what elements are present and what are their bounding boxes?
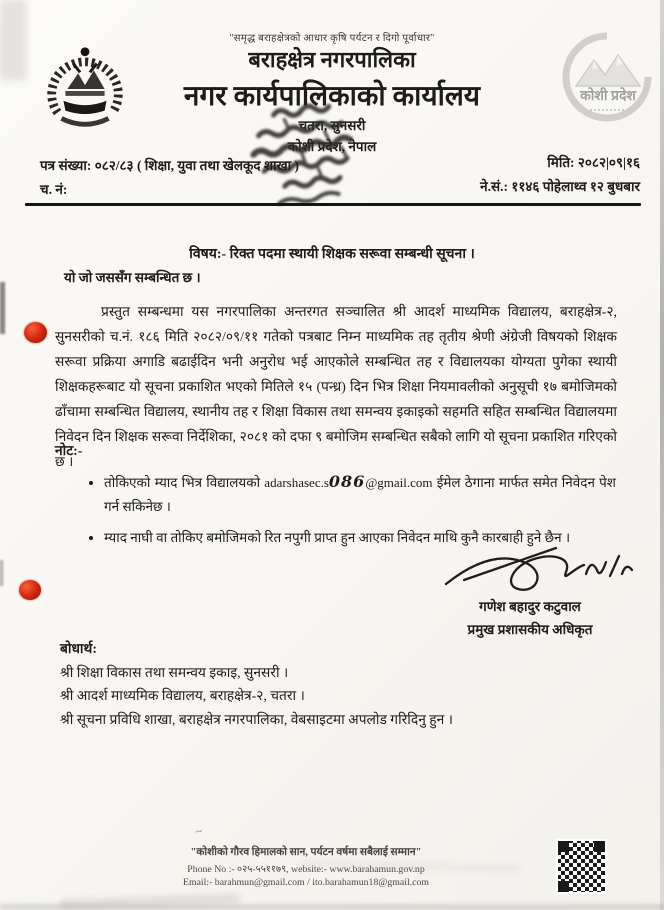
note-label: नोट:-	[55, 443, 83, 458]
note1-text-after: ईमेल ठेगाना मार्फत समेत निवेदन पेश गर्न सकिनेछ ।	[104, 475, 616, 514]
office-place: चतरा, सुनसरी	[298, 118, 366, 133]
red-seal-dot	[19, 580, 41, 600]
footer-phone-website: Phone No :- ०२५-५५११७९, website:- www.barahamun.gov.np	[187, 864, 425, 875]
subject-line: विषय:- रिक्त पदमा स्थायी शिक्षक सरूवा सम्बन्धी सूचना ।	[189, 247, 475, 262]
email-address-domain: @gmail.com	[365, 475, 433, 490]
footer-motto: "कोशीको गौरव हिमालको सान, पर्यटन वर्षमा सबैलाई सम्मान"	[190, 847, 422, 858]
scan-edge-artifact	[660, 0, 664, 910]
cc-section	[60, 637, 453, 731]
footer-email: Email:- barahmun@gmail.com / ito.barahamun18@gmail.com	[182, 877, 430, 888]
scan-edge-artifact	[0, 904, 664, 910]
salutation-line: यो जो जससँग सम्बन्धित छ ।	[64, 270, 201, 285]
nepal-sambat-date: ने.सं.: ११४६ पोहेलाथ्व १२ बुधबार	[480, 179, 640, 194]
scan-edge-artifact	[0, 560, 3, 586]
pen-mark: ~	[195, 825, 203, 839]
qr-code	[556, 839, 607, 894]
cc-label: बोधार्थ:	[60, 641, 97, 656]
note2-text: म्याद नाघी वा तोकिए बमोजिमको रित नपुगी प्राप्त हुन आएका निवेदन माथि कुनै कारबाही हुने छैन ।	[104, 530, 571, 545]
signatory-title: प्रमुख प्रशासकीय अधिकृत	[467, 622, 593, 637]
municipality-name: बराहक्षेत्र नगरपालिका	[248, 47, 416, 72]
ink-stamp	[232, 92, 412, 214]
scan-edge-artifact	[0, 282, 5, 334]
scan-smudge	[0, 0, 26, 80]
letter-number: पत्र संख्या: ०८२/८३ ( शिक्षा, युवा तथा खेलकूद शाखा )	[40, 158, 300, 173]
letter-date: मिति: २०८२|०९|१६	[547, 155, 640, 170]
note-item-1	[104, 470, 616, 519]
note1-text-before: तोकिएको म्याद भित्र विद्यालयको	[104, 475, 265, 490]
signatory-name: गणेश बहादुर कटुवाल	[479, 599, 581, 614]
koshi-logo-label: कोशी प्रदेश	[580, 89, 636, 104]
cc-item: श्री सूचना प्रविधि शाखा, बराहक्षेत्र नगरपालिका, वेबसाइटमा अपलोड गरिदिनु हुन ।	[60, 711, 453, 727]
red-seal-dot	[24, 322, 47, 343]
province-line: कोशी प्रदेश, नेपाल	[287, 139, 377, 154]
handwritten-signature	[438, 540, 638, 600]
office-name: नगर कार्यपालिकाको कार्यालय	[183, 81, 481, 112]
header-motto: "समृद्ध बराहक्षेत्रको आधार कृषि पर्यटन र दिगो पूर्वाधार"	[229, 33, 435, 44]
chalani-number: च. नं:	[40, 182, 68, 197]
header-divider	[25, 203, 641, 206]
email-address-number: 086	[328, 472, 366, 491]
qr-code-pattern	[558, 841, 605, 892]
body-paragraph: प्रस्तुत सम्बन्धमा यस नगरपालिका अन्तरगत सञ्चालित श्री आदर्श माध्यमिक विद्यालय, बराहक्षेत्र-२, सुनसरीको च.नं. १८६ मिति २०८२/०९/११ गतेको पत्रबाट निम्न माध्यमिक तह तृतीय श्रेणी अंग्रेजी विषयको शिक्षक सरूवा प्रक्रिया अगाडि बढाईदिन भनी अनुरोध भई आएकोले सम्बन्धित तह र विद्यालयका योग्यता पुगेका स्थायी शिक्षकहरूबाट यो सूचना प्रकाशित भएको मितिले १५ (पन्ध्र) दिन भित्र शिक्षा नियमावलीको अनुसूची १७ बमोजिमको ढाँचामा सम्बन्धित विद्यालय, स्थानीय तह र शिक्षा विकास तथा समन्वय इकाइको सहमति सहित सम्बन्धित विद्यालयमा निवेदन दिन शिक्षक सरूवा निर्देशिका, २०८१ को दफा ९ बमोजिम सम्बन्धित सबैको लागि यो सूचना प्रकाशित गरिएको छ ।	[55, 304, 617, 469]
cc-item: श्री आदर्श माध्यमिक विद्यालय, बराहक्षेत्र-२, चतरा ।	[60, 688, 305, 703]
email-address-user: adarshasec.s	[264, 475, 329, 490]
cc-item: श्री शिक्षा विकास तथा समन्वय इकाइ, सुनसरी ।	[60, 664, 289, 680]
